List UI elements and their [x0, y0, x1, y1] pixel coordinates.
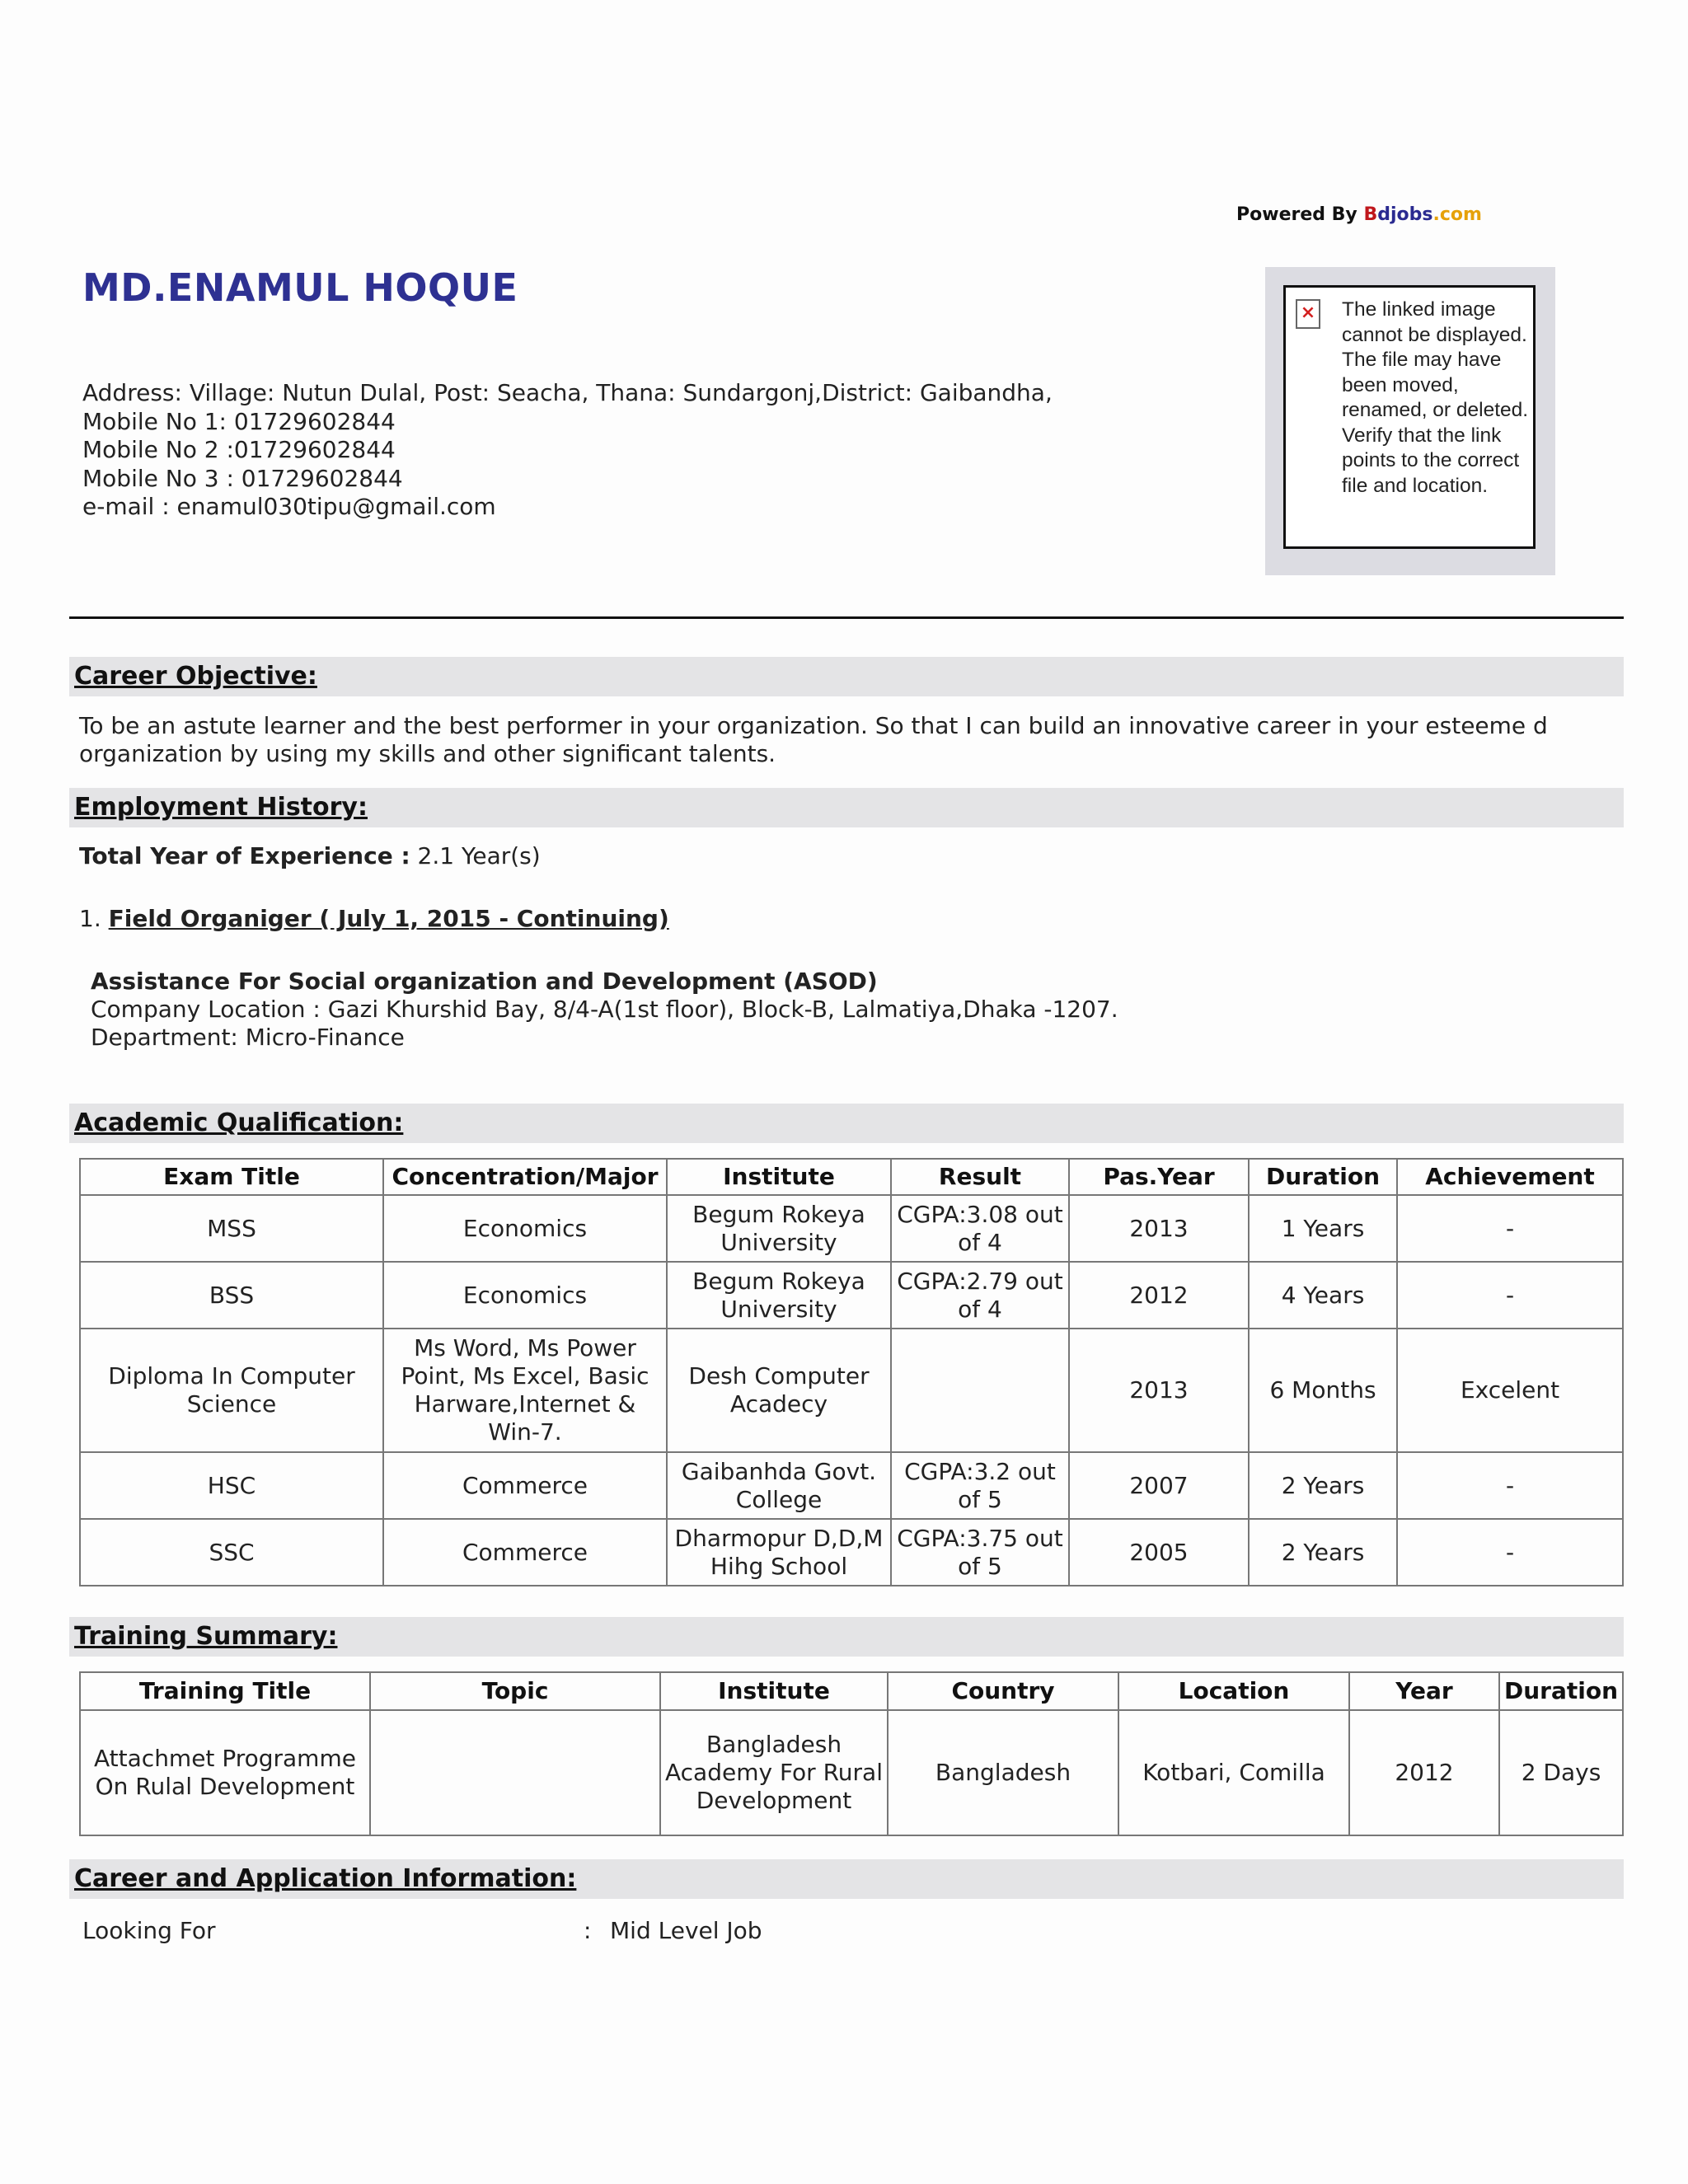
job-position: Field Organiger ( July 1, 2015 - Continuing) [108, 905, 669, 932]
cell-institute: Bangladesh Academy For Rural Development [660, 1710, 888, 1835]
col-header: Exam Title [80, 1159, 383, 1195]
cell-result [891, 1329, 1069, 1452]
table-row [80, 1329, 1623, 1452]
cell-result: CGPA:3.2 out of 5 [891, 1452, 1069, 1519]
col-header: Institute [667, 1159, 891, 1195]
looking-for-label: Looking For [82, 1917, 216, 1944]
mobile-1: Mobile No 1: 01729602844 [82, 407, 396, 435]
header-divider [69, 616, 1624, 619]
col-header: Country [888, 1672, 1118, 1710]
cell-achievement: Excelent [1397, 1329, 1623, 1452]
cell-topic [370, 1710, 660, 1835]
job-location: Company Location : Gazi Khurshid Bay, 8/4-A(1st floor), Block-B, Lalmatiya,Dhaka -1207. [91, 996, 1118, 1023]
cell-achievement: - [1397, 1519, 1623, 1586]
section-title: Academic Qualification: [74, 1108, 404, 1137]
col-header: Duration [1249, 1159, 1397, 1195]
cell-achievement: - [1397, 1262, 1623, 1329]
cell-institute: Gaibanhda Govt. College [667, 1452, 891, 1519]
table-row [80, 1262, 1623, 1329]
col-header: Concentration/Major [383, 1159, 667, 1195]
table-row [80, 1519, 1623, 1586]
cell-institute: Begum Rokeya University [667, 1195, 891, 1262]
cell-duration: 6 Months [1249, 1329, 1397, 1452]
cell-major: Economics [383, 1262, 667, 1329]
cell-result: CGPA:3.75 out of 5 [891, 1519, 1069, 1586]
cell-institute: Dharmopur D,D,M Hihg School [667, 1519, 891, 1586]
cell-year: 2005 [1069, 1519, 1249, 1586]
cell-result: CGPA:2.79 out of 4 [891, 1262, 1069, 1329]
section-employment-history [69, 788, 1624, 827]
cell-year: 2012 [1349, 1710, 1499, 1835]
col-header: Year [1349, 1672, 1499, 1710]
job-company: Assistance For Social organization and Development (ASOD) [91, 968, 878, 995]
email: e-mail : enamul030tipu@gmail.com [82, 493, 496, 520]
cell-duration: 4 Years [1249, 1262, 1397, 1329]
table-row [80, 1452, 1623, 1519]
cell-major: Commerce [383, 1452, 667, 1519]
cell-exam: SSC [80, 1519, 383, 1586]
section-academic-qualification [69, 1104, 1624, 1143]
cell-year: 2007 [1069, 1452, 1249, 1519]
section-training-summary [69, 1617, 1624, 1657]
job-department: Department: Micro-Finance [91, 1024, 405, 1051]
cell-result: CGPA:3.08 out of 4 [891, 1195, 1069, 1262]
col-header: Duration [1499, 1672, 1623, 1710]
col-header: Institute [660, 1672, 888, 1710]
cell-year: 2013 [1069, 1329, 1249, 1452]
cell-achievement: - [1397, 1195, 1623, 1262]
training-table [79, 1671, 1624, 1836]
bdjobs-logo[interactable]: Bdjobs.com [1363, 204, 1482, 225]
cell-exam: BSS [80, 1262, 383, 1329]
section-title: Career Objective: [74, 662, 317, 691]
job-number: 1. [79, 905, 101, 932]
section-career-application-info [69, 1859, 1624, 1899]
mobile-3: Mobile No 3 : 01729602844 [82, 464, 403, 492]
cell-major: Economics [383, 1195, 667, 1262]
job-entry-1 [79, 905, 669, 933]
cell-duration: 2 Years [1249, 1452, 1397, 1519]
contact-block [82, 379, 1053, 522]
cell-achievement: - [1397, 1452, 1623, 1519]
cell-exam: HSC [80, 1452, 383, 1519]
section-title: Employment History: [74, 793, 368, 822]
mobile-2: Mobile No 2 :01729602844 [82, 436, 396, 463]
cell-location: Kotbari, Comilla [1118, 1710, 1349, 1835]
cell-major: Ms Word, Ms Power Point, Ms Excel, Basic Harware,Internet & Win-7. [383, 1329, 667, 1452]
powered-by [1236, 204, 1482, 225]
cell-duration: 1 Years [1249, 1195, 1397, 1262]
col-header: Topic [370, 1672, 660, 1710]
cell-country: Bangladesh [888, 1710, 1118, 1835]
career-objective-text [79, 712, 1620, 768]
col-header: Pas.Year [1069, 1159, 1249, 1195]
looking-for-separator: : [584, 1917, 592, 1944]
section-title: Career and Application Information: [74, 1864, 577, 1893]
cell-institute: Begum Rokeya University [667, 1262, 891, 1329]
objective-line-2: organization by using my skills and other significant talents. [79, 740, 776, 767]
col-header: Location [1118, 1672, 1349, 1710]
candidate-name: MD.ENAMUL HOQUE [82, 265, 518, 310]
cell-exam: Diploma In Computer Science [80, 1329, 383, 1452]
photo-frame [1265, 267, 1555, 575]
academic-table [79, 1158, 1624, 1586]
section-career-objective [69, 657, 1624, 696]
total-experience-label: Total Year of Experience : [79, 842, 410, 869]
cell-training-title: Attachmet Programme On Rulal Development [80, 1710, 370, 1835]
photo-placeholder [1283, 285, 1536, 549]
total-experience [79, 842, 541, 870]
table-header-row [80, 1159, 1623, 1195]
total-experience-value: 2.1 Year(s) [417, 842, 541, 869]
objective-line-1: To be an astute learner and the best performer in your organization. So that I can build an innovative career in your esteeme d [79, 712, 1548, 739]
cell-duration: 2 Days [1499, 1710, 1623, 1835]
address: Address: Village: Nutun Dulal, Post: Seacha, Thana: Sundargonj,District: Gaibandha, [82, 379, 1053, 406]
powered-by-label: Powered By [1236, 204, 1357, 225]
section-title: Training Summary: [74, 1622, 338, 1651]
cell-major: Commerce [383, 1519, 667, 1586]
cell-duration: 2 Years [1249, 1519, 1397, 1586]
cell-year: 2012 [1069, 1262, 1249, 1329]
broken-image-icon: × [1296, 299, 1320, 329]
cell-institute: Desh Computer Acadecy [667, 1329, 891, 1452]
col-header: Result [891, 1159, 1069, 1195]
cell-exam: MSS [80, 1195, 383, 1262]
table-row [80, 1710, 1623, 1835]
col-header: Training Title [80, 1672, 370, 1710]
looking-for-value: Mid Level Job [610, 1917, 762, 1944]
photo-error-message: The linked image cannot be displayed. The file may have been moved, renamed, or deleted. Verify that the link points to the correct file and location. [1342, 298, 1529, 497]
table-header-row [80, 1672, 1623, 1710]
table-row [80, 1195, 1623, 1262]
col-header: Achievement [1397, 1159, 1623, 1195]
cell-year: 2013 [1069, 1195, 1249, 1262]
job-company-block [91, 968, 1118, 1052]
